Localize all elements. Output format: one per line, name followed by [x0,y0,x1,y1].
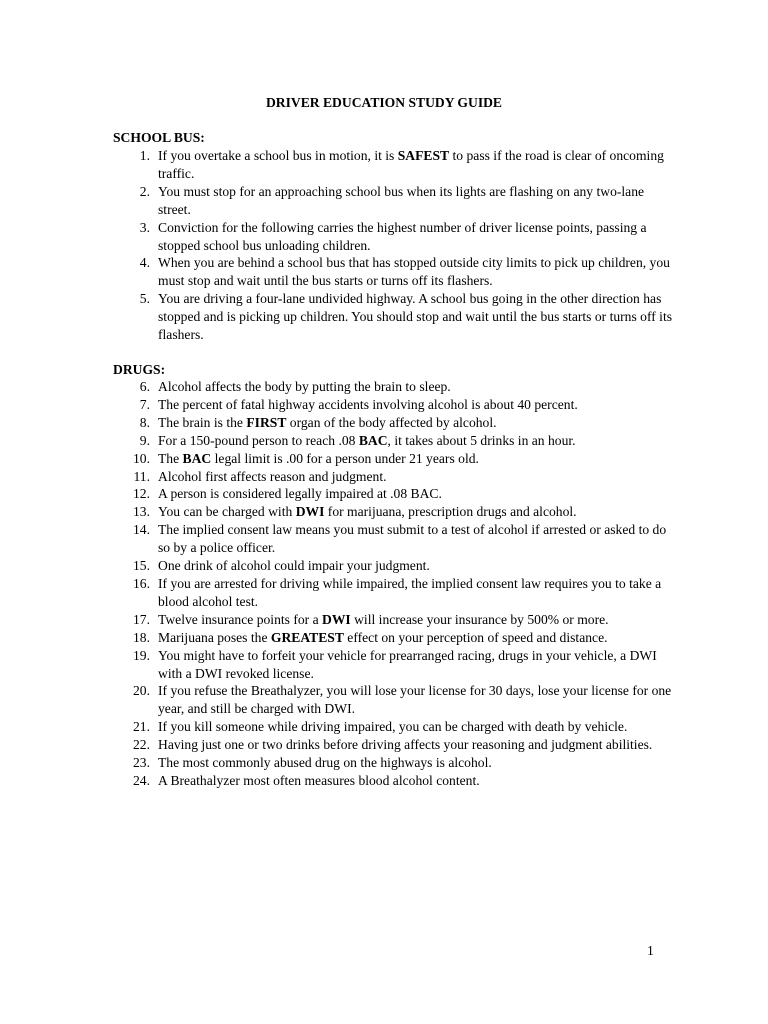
list-item [113,521,673,557]
item-number: 17. [133,611,150,627]
item-text: , it takes about 5 drinks in an hour. [387,432,576,448]
item-text: One drink of alcohol could impair your judgment. [158,558,430,574]
item-number: 24. [133,772,150,788]
item-text: Conviction for the following carries the highest number of driver license points, passing a stopped school bus unloading children. [158,219,647,253]
item-number: 21. [133,719,150,735]
item-number: 6. [139,379,150,394]
item-number: 12. [133,486,150,502]
item-number: 7. [139,396,150,412]
item-emphasis: BAC [358,432,388,448]
list-item [113,736,673,754]
item-text: Alcohol affects the body by putting the brain to sleep. [158,379,451,394]
item-number: 2. [139,183,150,199]
list-item [113,183,673,219]
item-number: 5. [139,291,150,307]
item-text: The most commonly abused drug on the highways is alcohol. [158,755,492,771]
item-text: organ of the body affected by alcohol. [286,414,497,430]
item-number: 18. [133,629,150,645]
item-number: 23. [133,755,150,771]
list-item [113,754,673,772]
item-number: 10. [133,450,150,466]
item-number: 14. [133,522,150,538]
item-text: for marijuana, prescription drugs and alcohol. [324,504,577,520]
list-item [113,432,673,450]
school-bus-list [113,147,673,344]
item-text: The implied consent law means you must submit to a test of alcohol if arrested or asked to do so by a police officer. [158,522,667,556]
item-number: 13. [133,504,150,520]
list-item [113,611,673,629]
item-text: will increase your insurance by 500% or more. [350,611,609,627]
item-number: 22. [133,737,150,753]
list-item [113,718,673,736]
list-item [113,254,673,290]
item-number: 9. [139,432,150,448]
item-number: 8. [139,414,150,430]
item-emphasis: GREATEST [270,629,344,645]
item-emphasis: FIRST [246,414,287,430]
item-emphasis: BAC [182,450,212,466]
list-item [113,290,673,344]
item-number: 1. [139,148,150,163]
list-item [113,147,673,183]
list-item [113,629,673,647]
item-emphasis: DWI [322,611,351,627]
item-text: If you are arrested for driving while impaired, the implied consent law requires you to take a blood alcohol test. [158,575,662,609]
item-text: The percent of fatal highway accidents involving alcohol is about 40 percent. [158,396,578,412]
item-number: 3. [139,219,150,235]
drugs-list [113,378,673,790]
list-item [113,219,673,255]
item-number: 19. [133,647,150,663]
list-item [113,450,673,468]
item-text: You can be charged with [158,504,296,520]
item-number: 11. [133,468,150,484]
item-text: The [158,450,183,466]
item-text: If you kill someone while driving impaired, you can be charged with death by vehicle. [158,719,628,735]
section-heading-drugs: DRUGS: [113,362,166,377]
item-text: Marijuana poses the [158,629,271,645]
list-item [113,772,673,790]
page-title: DRIVER EDUCATION STUDY GUIDE [265,95,503,110]
list-item [113,557,673,575]
item-text: For a 150-pound person to reach .08 [158,432,359,448]
item-text: to pass if the road is clear of oncoming traffic. [158,148,664,181]
item-text: You might have to forfeit your vehicle for prearranged racing, drugs in your vehicle, a DWI with a DWI revoked license. [158,647,657,681]
list-item [113,682,673,718]
item-text: A person is considered legally impaired at .08 BAC. [158,486,442,502]
item-text: If you refuse the Breathalyzer, you will lose your license for 30 days, lose your license for one year, and still be charged with DWI. [158,683,672,717]
item-text: You must stop for an approaching school bus when its lights are flashing on any two-lane street. [158,183,645,217]
item-number: 4. [139,255,150,271]
item-number: 15. [133,558,150,574]
item-text: When you are behind a school bus that has stopped outside city limits to pick up children, you must stop and wait until the bus starts or turns off its flashers. [158,255,670,289]
page-number: 1 [647,943,654,958]
list-item [113,414,673,432]
item-text: legal limit is .00 for a person under 21 years old. [211,450,479,466]
item-text: If you overtake a school bus in motion, it is [158,148,398,163]
item-number: 20. [133,683,150,699]
list-item [113,468,673,486]
section-heading-school-bus: SCHOOL BUS: [113,130,205,145]
list-item [113,396,673,414]
list-item [113,647,673,683]
item-text: A Breathalyzer most often measures blood alcohol content. [158,772,480,788]
item-emphasis: SAFEST [397,148,450,163]
item-text: The brain is the [158,414,247,430]
list-item [113,485,673,503]
list-item [113,575,673,611]
item-text: effect on your perception of speed and distance. [343,629,608,645]
item-text: You are driving a four-lane undivided highway. A school bus going in the other direction has stopped and is picking up children. You should stop and wait until the bus starts or turns off its flashers. [158,291,673,343]
item-emphasis: DWI [295,504,325,520]
item-text: Alcohol first affects reason and judgment. [158,468,387,484]
item-number: 16. [133,575,150,591]
item-text: Twelve insurance points for a [158,611,323,627]
list-item [113,378,673,396]
list-item [113,503,673,521]
item-text: Having just one or two drinks before driving affects your reasoning and judgment abilities. [158,737,653,753]
